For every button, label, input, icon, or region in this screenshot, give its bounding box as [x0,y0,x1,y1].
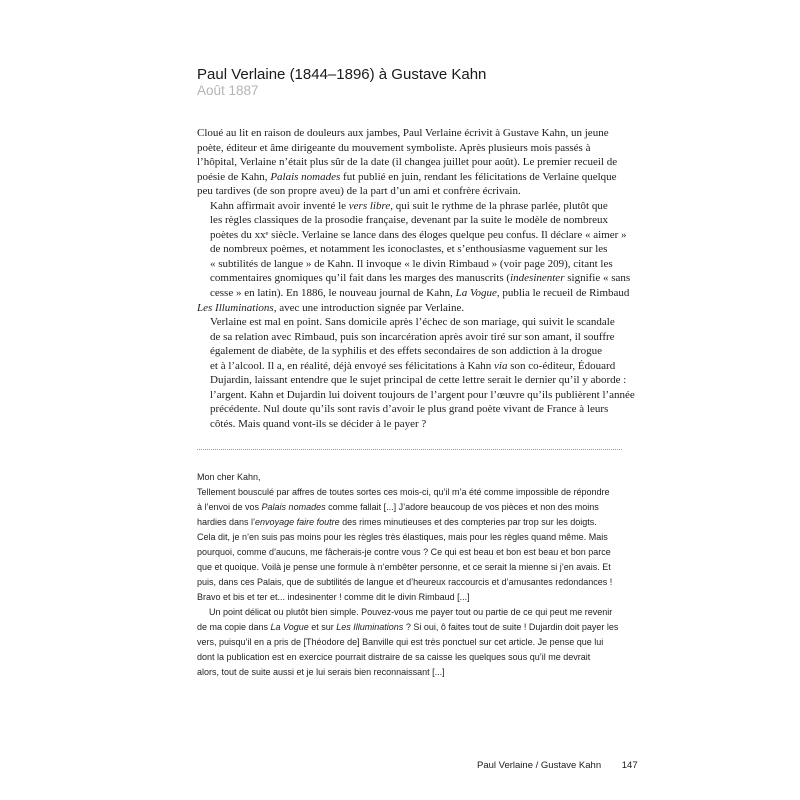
letter-line: Bravo et bis et ter et... indesinenter ! comme dit le divin Rimbaud [...] [197,592,470,602]
text-line: Cloué au lit en raison de douleurs aux jambes, Paul Verlaine écrivit à Gustave Kahn, un jeune [197,127,609,139]
italic-phrase: envoyage faire foutre [255,517,340,527]
text-line: de nombreux poèmes, et notamment les iconoclastes, et s’enthousiasme vaguement sur les [210,243,608,256]
letter-text [197,470,637,680]
text-line [197,271,631,286]
text-segment: à l’envoi de vos [197,502,262,512]
text-line: côtés. Mais quand vont-ils se décider à le payer ? [210,417,427,430]
text-segment: cesse » en latin). En 1886, le nouveau journal de Kahn, [210,287,456,300]
text-segment: fut publié en juin, rendant les félicitations de Verlaine quelque [340,170,617,183]
book-title: Palais nomades [270,170,341,183]
text-line: poète, éditeur et âme dirigeante du mouvement symboliste. Après plusieurs mois passés à [197,141,591,154]
letter-line: dont la publication est en exercice pourrait distraire de sa caisse les quelques sous qu’il me devrait [197,652,591,662]
text-line: « subtilités de langue » de Kahn. Il invoque « le divin Rimbaud » (voir page 209), citant les [210,257,613,270]
letter-salutation: Mon cher Kahn, [197,472,261,482]
running-head: Paul Verlaine / Gustave Kahn [477,760,602,771]
text-line: également de diabète, de la syphilis et des effets secondaires de son addiction à la drogue [210,345,602,358]
text-segment: des rimes minutieuses et des compteries par trop sur les doigts. [339,517,597,527]
text-segment: de ma copie dans [197,622,271,632]
text-segment: , qui suit le rythme de la phrase parlée, plutôt que [390,199,608,212]
letter-line: puis, dans ces Palais, que de subtilités de langue et d’heureux raccourcis et d’amusantes redondances ! [197,577,613,587]
text-line: l’hôpital, Verlaine n’était plus sûr de la date (il changea juillet pour août). Le premier recueil de [197,156,618,169]
text-line: l’argent. Kahn et Dujardin lui doivent toujours de l’argent pour l’œuvre qu’ils publièrent l’année [210,388,635,401]
text-segment: poésie de Kahn, [197,170,271,183]
text-segment: Kahn affirmait avoir inventé le [210,199,349,212]
letter-date: Août 1887 [197,83,259,98]
journal-title: La Vogue [270,622,309,632]
text-line: précédente. Nul doute qu’ils sont ravis d’avoir le plus grand poète vivant de France à leurs [210,403,609,416]
letter-line [197,515,637,530]
text-line: de sa relation avec Rimbaud, puis son incarcération après avoir tiré sur son amant, il souffre [210,330,615,343]
book-title: Palais nomades [261,502,326,512]
letter-line: que et quoique. Voilà je pense une formule à n’embêter personne, et ce serait la mienne si j’en avais. Et [197,562,611,572]
text-segment: signifie « sans [564,272,631,285]
text-line: poètes du xxᵉ siècle. Verlaine se lance dans des éloges quelque peu confus. Il déclare « aimer » [210,228,627,241]
book-title: Les Illuminations [197,301,274,314]
text-line [197,359,627,374]
heading [197,66,637,99]
intro-paragraph-3 [197,315,635,431]
text-line [197,199,627,214]
letter-line: Tellement bousculé par affres de toutes sortes ces mois-ci, qu’il m’a été comme impossible de répondre [197,487,610,497]
text-segment: , publia le recueil de Rimbaud [496,287,630,300]
text-line: Verlaine est mal en point. Sans domicile après l’échec de son mariage, qui suivit le scandale [210,316,615,329]
letter-line: alors, tout de suite aussi et je lui serais bien reconnaissant [...] [197,667,445,677]
text-segment: ? Si oui, ô faites tout de suite ! Dujardin doit payer les [403,622,619,632]
italic-term: vers libre [348,199,391,212]
text-segment: et à l’alcool. Il a, en réalité, déjà envoyé ses félicitations à Kahn [210,359,495,372]
intro-paragraph-1 [197,126,627,199]
intro-text [197,126,635,431]
letter-line: pourquoi, comme d’aucuns, me fâcherais-je contre vous ? Ce qui est beau et bon est beau et bon parce [197,547,611,557]
italic-term: indesinenter [510,272,565,285]
text-line [197,170,627,185]
page-number: 147 [621,760,638,771]
book-title: Les Illuminations [336,622,404,632]
letter-line: Un point délicat ou plutôt bien simple. Pouvez-vous me payer tout ou partie de ce qui peut me revenir [209,607,613,617]
letter-line: Cela dit, je n’en suis pas moins pour les règles très élastiques, mais pour les règles quand même. Mais [197,532,608,542]
text-line: peu tardives (de son propre aveu) de la part d’un ami et confrère écrivain. [197,185,521,198]
text-line [197,301,627,316]
page-title: Paul Verlaine (1844–1896) à Gustave Kahn [197,66,487,83]
text-segment: commentaires gnomiques qu’il fait dans les marges des manuscrits ( [210,272,511,285]
text-segment: comme fallait [...] J’adore beaucoup de vos pièces et non des moins [325,502,599,512]
letter-line [197,620,637,635]
dotted-divider [197,449,622,450]
journal-title: La Vogue [455,287,497,300]
text-segment: et sur [308,622,337,632]
text-segment: son co-éditeur, Édouard [507,359,616,372]
intro-paragraph-2 [197,199,631,315]
text-segment: hardies dans l’ [197,517,256,527]
text-line: Dujardin, laissant entendre que le sujet principal de cette lettre serait le dernier qu’il y aborde : [210,374,627,387]
italic-term: via [494,359,508,372]
letter-line [197,500,637,515]
text-line [197,286,630,301]
text-line: les règles classiques de la prosodie française, devenant par la suite le modèle de nombreux [210,214,608,227]
letter-line: vers, puisqu’il en a pris de [Théodore de] Banville qui est très ponctuel sur cet article. Je pense que lui [197,637,604,647]
page-footer [477,760,638,771]
text-segment: , avec une introduction signée par Verlaine. [273,301,465,314]
